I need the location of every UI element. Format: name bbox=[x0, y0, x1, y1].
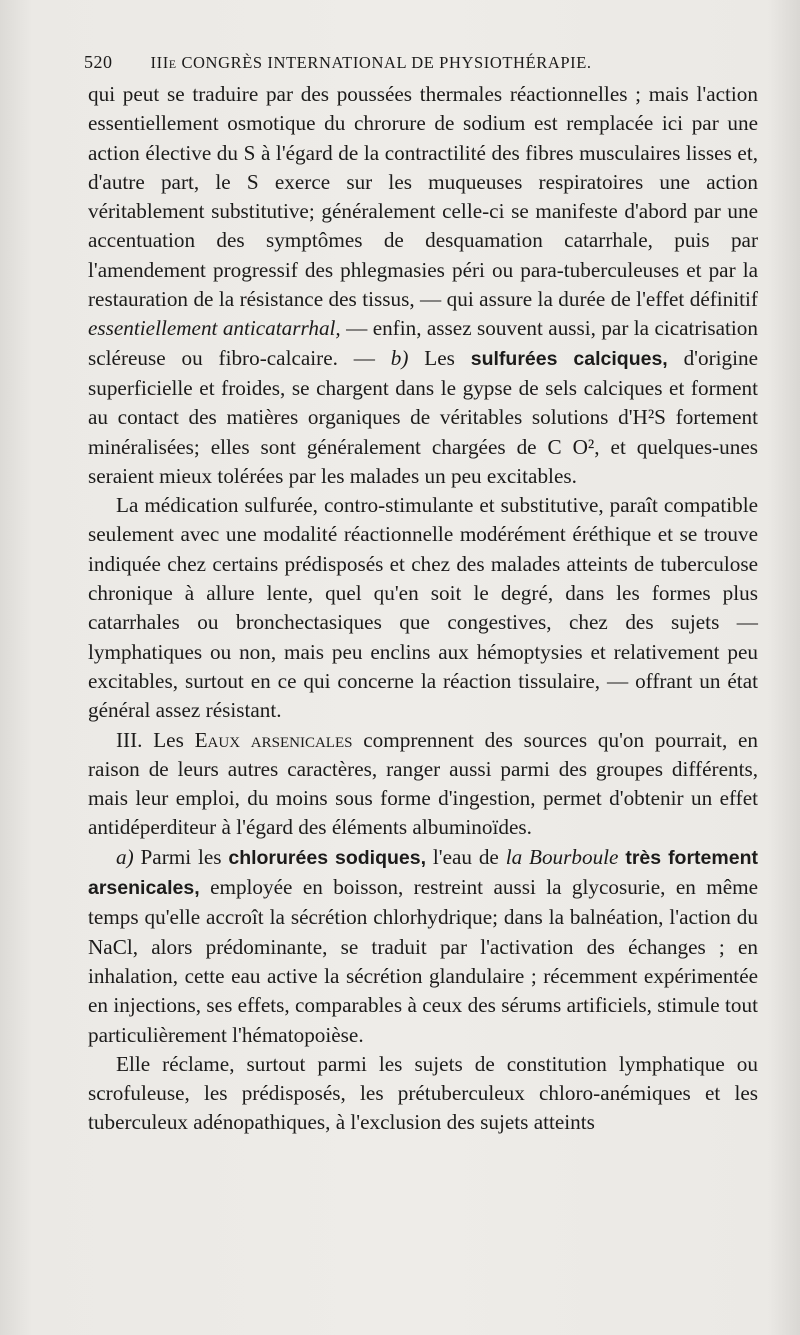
page-header bbox=[84, 52, 744, 73]
italic-text: essentiellement anticatarrhal, bbox=[88, 316, 341, 341]
text-run: Elle réclame, surtout parmi les sujets de constitution lymphatique ou scrofuleuse, les prédisposés, les prétuberculeux chloro-anémiques et les tuberculeux adénopathiques, à l'exclusion des sujets atteints bbox=[88, 1051, 758, 1135]
text-run: employée en boisson, restreint aussi la glycosurie, en même temps qu'elle accroît la sécrétion chlorhydrique; dans la balnéation, l'action du NaCl, alors prédominante, se traduit par l'activation des échanges ; en inhalation, cette eau active la sécrétion glandulaire ; récemment expérimentée en injections, ses effets, comparables à ceux des sérums artificiels, stimule tout particulièrement l'hématopoièse. bbox=[88, 875, 758, 1047]
text-run: — enfin, assez souvent aussi, par la cicatrisation scléreuse ou fibro-calcaire. — bbox=[88, 316, 758, 370]
text-run: III. Les bbox=[116, 727, 195, 752]
paragraph bbox=[88, 843, 758, 1050]
text-run: l'eau de bbox=[426, 844, 506, 869]
paragraph bbox=[88, 726, 758, 843]
paragraph bbox=[88, 491, 758, 725]
bold-term: très fortement arsenicales, bbox=[88, 846, 758, 900]
paragraph bbox=[88, 1050, 758, 1138]
text-run: comprennent des sources qu'on pourrait, en raison de leurs autres caractères, ranger aussi parmi des groupes différents, mais leur emploi, du moins sous forme d'ingestion, permet d'obtenir un effet antidéperditeur à l'égard des éléments albuminoïdes. bbox=[88, 727, 759, 840]
text-run: d'origine superficielle et froides, se chargent dans le gypse de sels calciques et forment au contact des matières organiques de véritables solutions d'H²S fortement minéralisées; elles sont généralement chargées de C O², et quelques-unes seraient mieux tolérées par les malades un peu excitables. bbox=[88, 345, 759, 488]
paragraph bbox=[88, 80, 758, 491]
text-run: Parmi les bbox=[133, 844, 229, 869]
italic-text: b) bbox=[390, 345, 409, 370]
body-text bbox=[88, 80, 758, 1138]
page-number: 520 bbox=[84, 52, 113, 72]
running-head: IIIe CONGRÈS INTERNATIONAL DE PHYSIOTHÉRAPIE. bbox=[150, 53, 592, 72]
italic-text: a) bbox=[116, 844, 134, 869]
text-run: La médication sulfurée, contro-stimulante et substitutive, paraît compatible seulement avec une modalité réactionnelle modérément éréthique et se trouve indiquée chez certains prédisposés et chez des malades atteints de tuberculose chronique à allure lente, quel qu'en soit le degré, dans les formes plus catarrhales ou bronchectasiques que congestives, chez des sujets — lymphatiques ou non, mais peu enclins aux hémoptysies et relativement peu excitables, surtout en ce qui concerne la réaction tissulaire, — offrant un état général assez résistant. bbox=[88, 493, 758, 723]
italic-text: la Bourboule bbox=[505, 844, 619, 869]
text-run: Les bbox=[408, 345, 471, 370]
small-caps-text: Eaux arsenicales bbox=[194, 727, 353, 752]
bold-term: chlorurées sodiques, bbox=[228, 846, 427, 869]
text-run: qui peut se traduire par des poussées thermales réactionnelles ; mais l'action essentiellement osmotique du chrorure de sodium est remplacée ici par une action élective du S à l'égard de la contractilité des fibres musculaires lisses et, d'autre part, le S exerce sur les muqueuses respiratoires une action véritablement substitutive; généralement celle-ci se manifeste d'abord par une accentuation des symptômes de desquamation catarrhale, puis par l'amendement progressif des phlegmasies péri ou para-tuberculeuses et par la restauration de la résistance des tissus, — qui assure la durée de l'effet définitif bbox=[88, 82, 758, 312]
bold-term: sulfurées calciques, bbox=[470, 347, 668, 370]
